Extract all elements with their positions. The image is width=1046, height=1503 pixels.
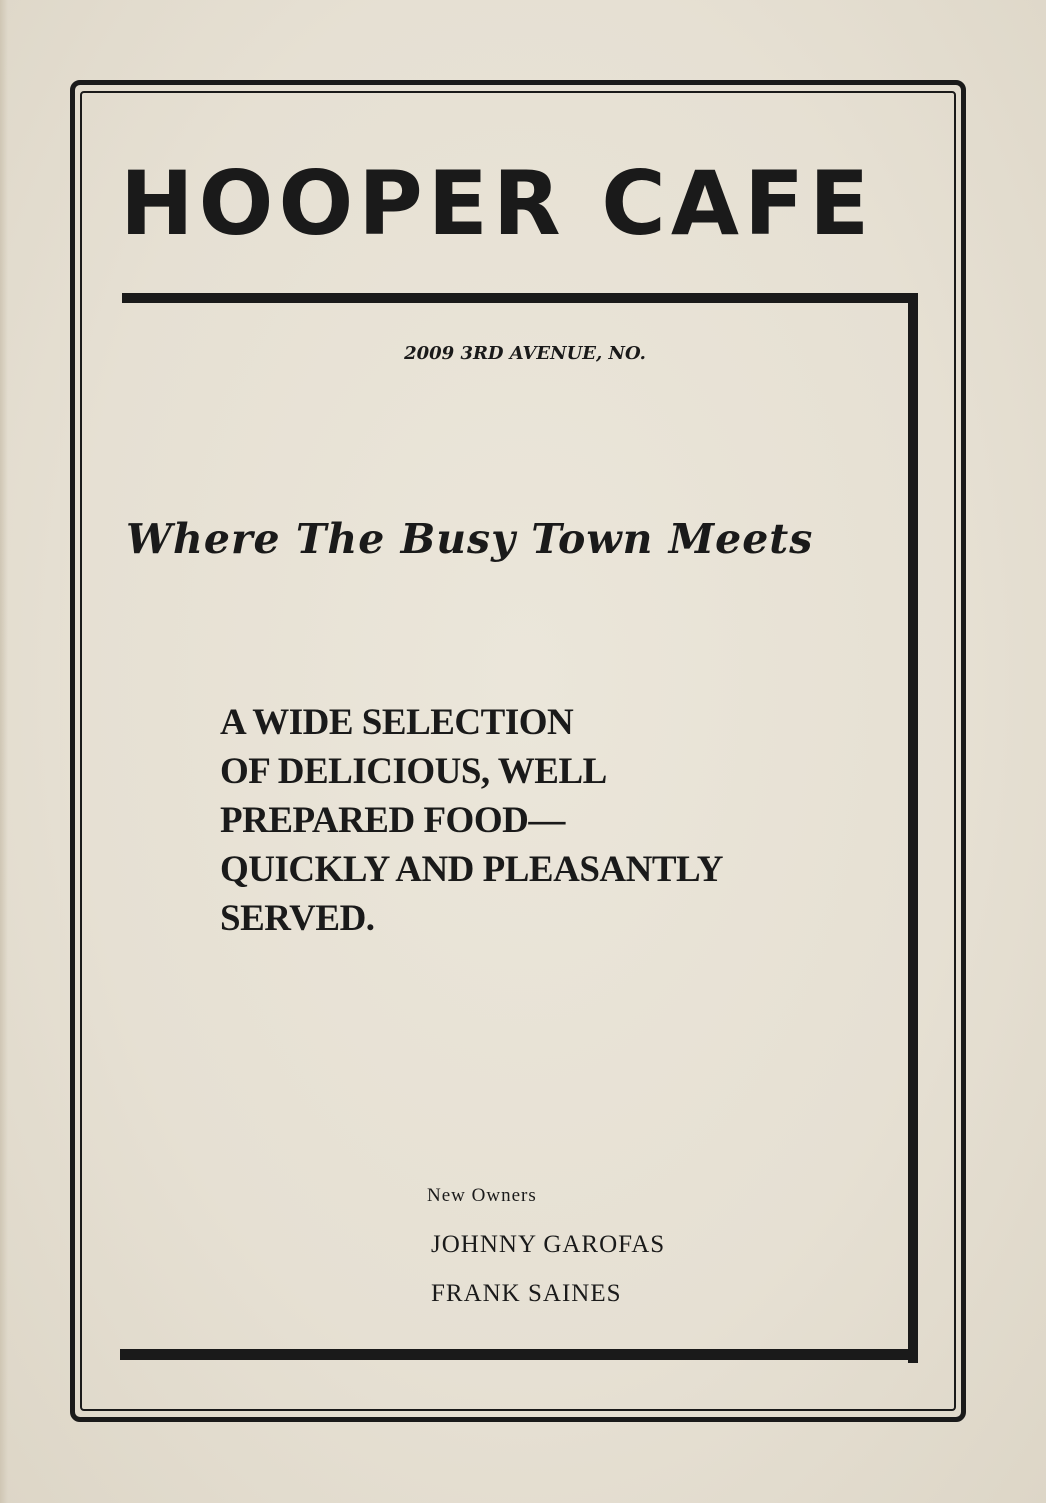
heavy-rule-right [908,293,918,1363]
paper-edge-shadow [0,0,8,1503]
heavy-rule-top [122,293,918,303]
description-line: SERVED. [220,898,375,939]
description-line: A WIDE SELECTION [220,702,574,743]
description-line: OF DELICIOUS, WELL [220,751,607,792]
owners-label: New Owners [427,1185,537,1206]
heavy-rule-bottom [120,1349,918,1360]
description-line: QUICKLY AND PLEASANTLY [220,849,724,890]
description-line: PREPARED FOOD— [220,800,565,841]
food-description [220,698,840,943]
cafe-title: HOOPER CAFE [120,152,875,255]
cafe-address: 2009 3RD AVENUE, NO. [404,343,646,364]
owner-name: JOHNNY GAROFAS [431,1231,666,1258]
cafe-tagline: Where The Busy Town Meets [126,515,814,563]
owner-name: FRANK SAINES [431,1280,622,1307]
